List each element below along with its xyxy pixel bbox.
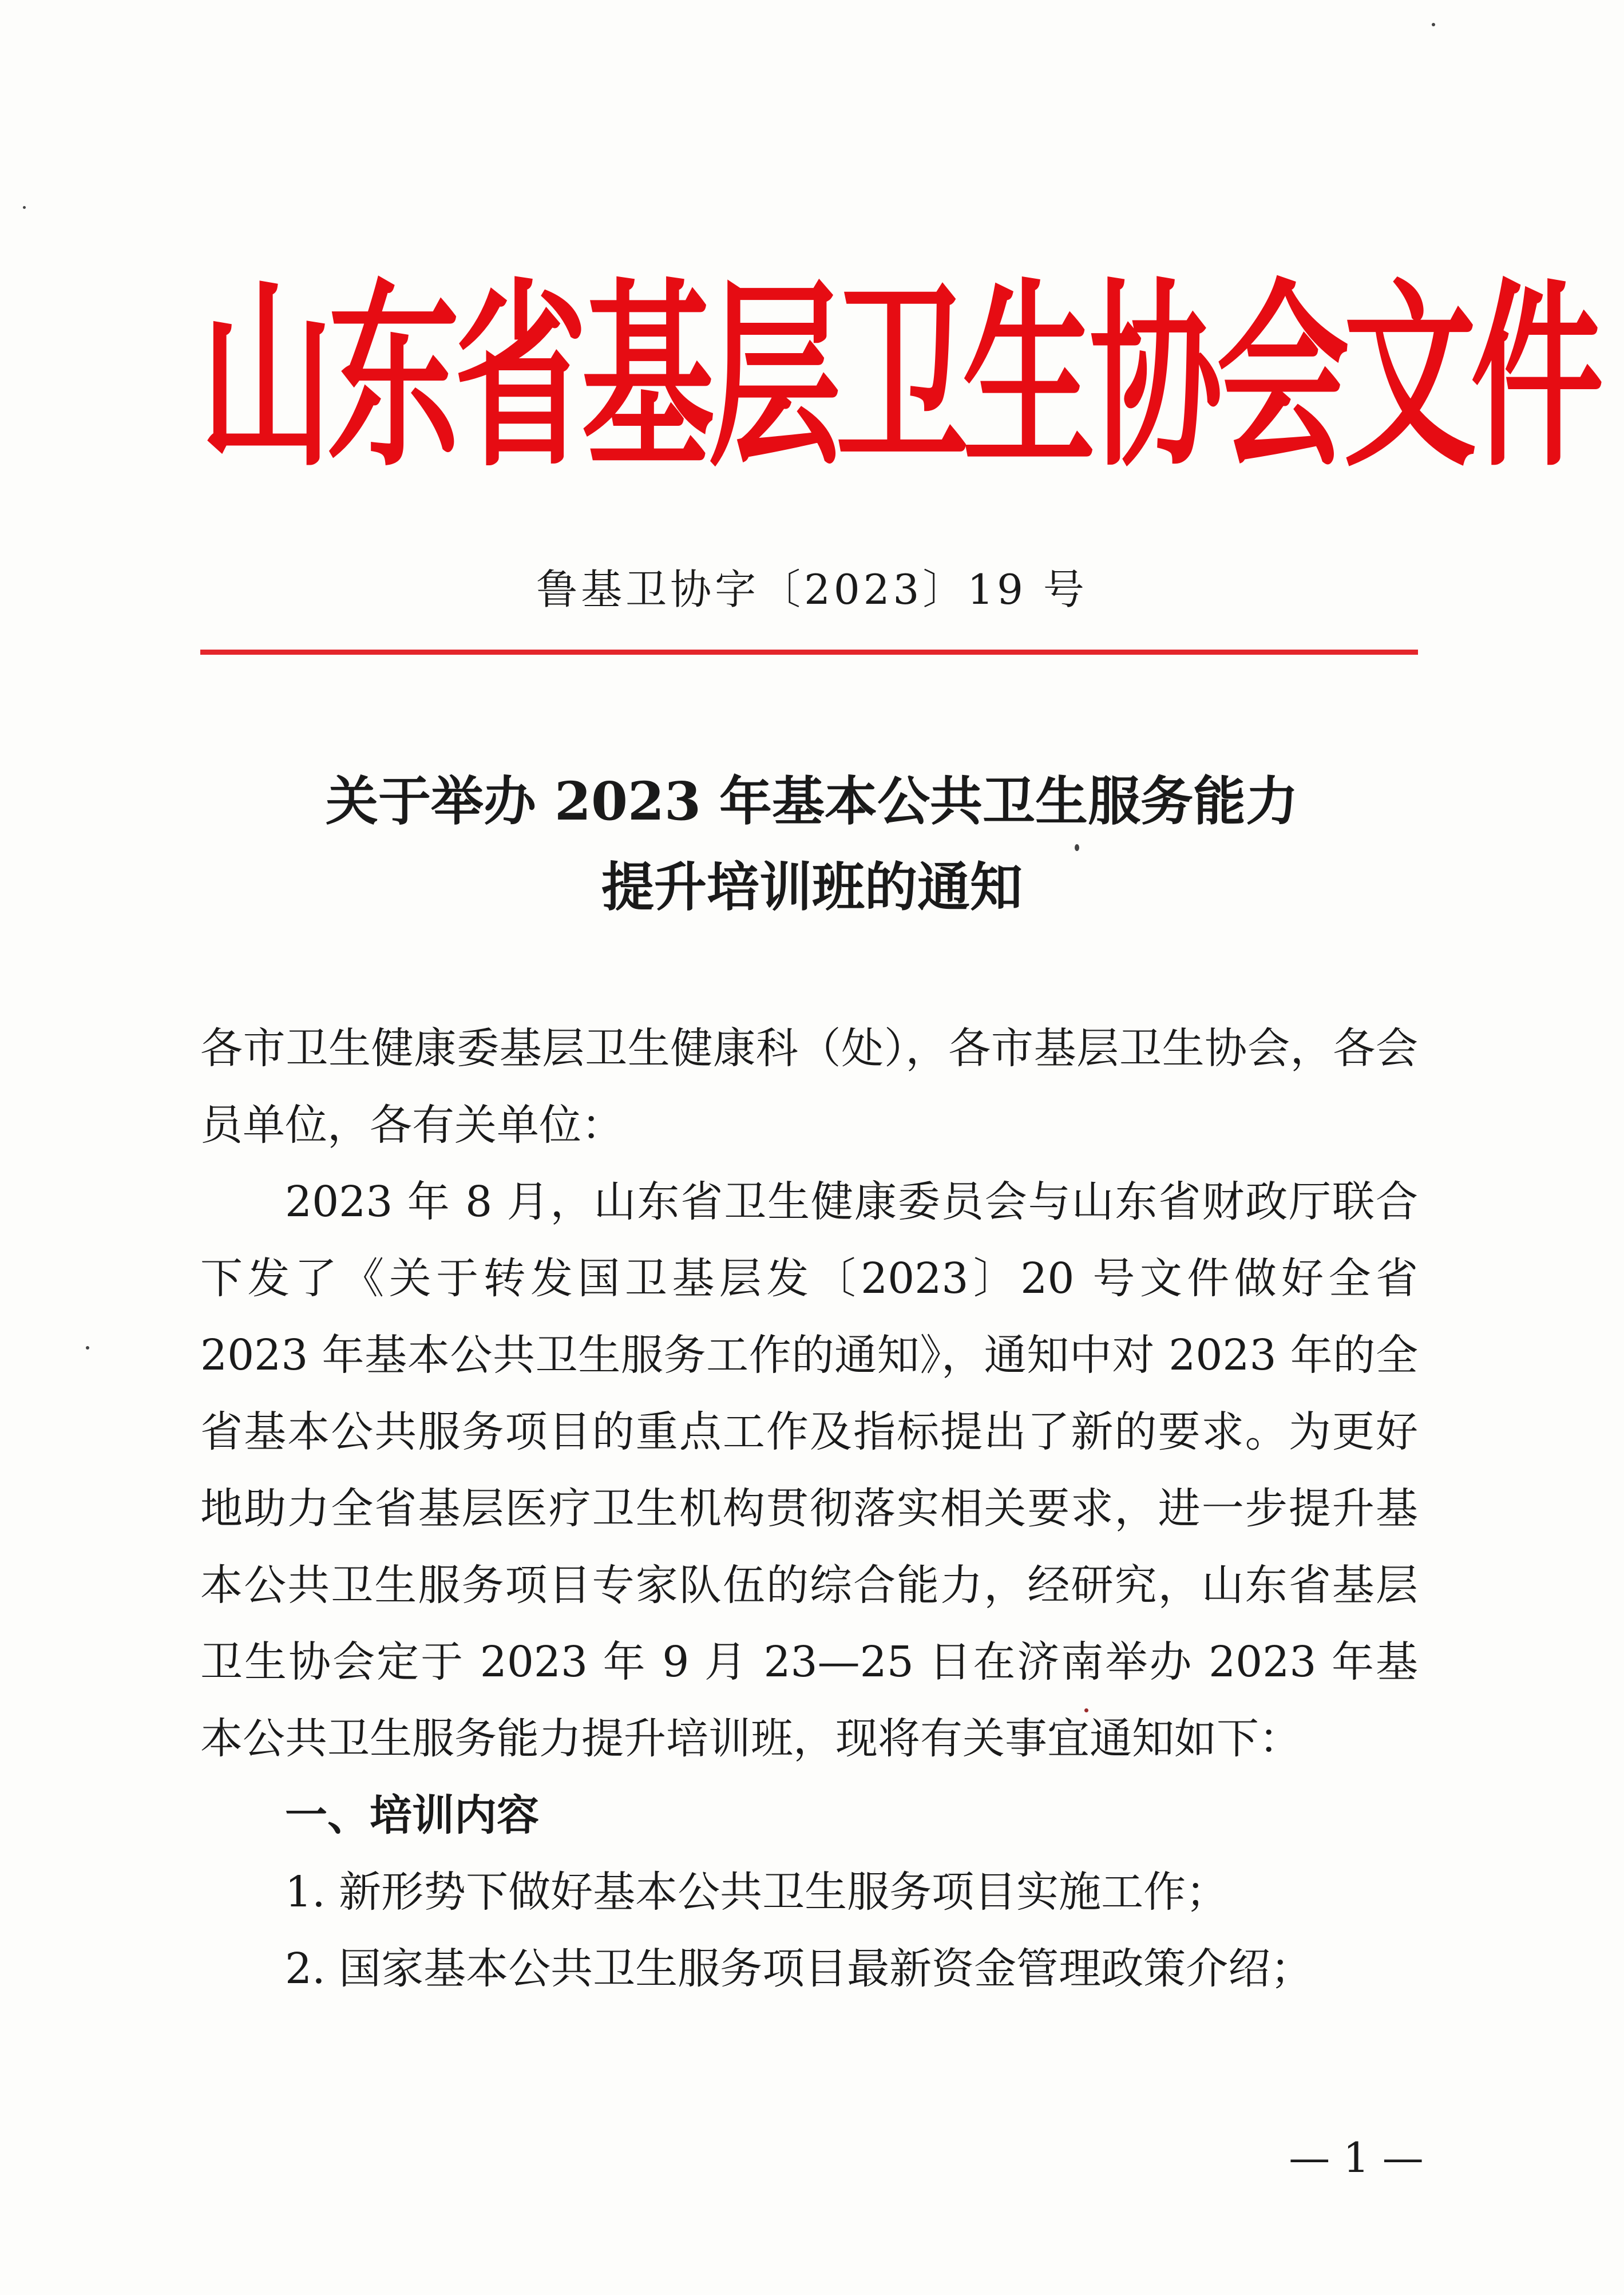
page-number: — 1 — xyxy=(1289,2134,1424,2182)
scan-speck xyxy=(23,206,26,209)
masthead-title: 山东省基层卫生协会文件 xyxy=(200,262,1598,494)
notice-title-line-1: 关于举办 2023 年基本公共卫生服务能力 xyxy=(325,770,1299,832)
scan-speck xyxy=(1084,1708,1088,1712)
paragraph-1: 2023 年 8 月，山东省卫生健康委员会与山东省财政厅联合下发了《关于转发国卫基层发〔2023〕20 号文件做好全省 2023 年基本公共卫生服务工作的通知》，通知中对 2023 年的全省基本公共服务项目的重点工作及指标提出了新的要求。为更好地助力全省基层医疗卫生机构贯彻落实相关要求，进一步提升基本公共卫生服务项目专家队伍的综合能力，经研究，山东省基层卫生协会定于 2023 年 9 月 23—25 日在济南举办 2023 年基本公共卫生服务能力提升培训班，现将有关事宜通知如下： xyxy=(200,1177,1418,1763)
salutation: 各市卫生健康委基层卫生健康科（处），各市基层卫生协会，各会员单位，各有关单位： xyxy=(200,1024,1418,1150)
document-number: 鲁基卫协字〔2023〕19 号 xyxy=(536,565,1088,614)
section-heading-training-content: 一、培训内容 xyxy=(285,1791,539,1840)
list-item: 1. 新形势下做好基本公共卫生服务项目实施工作； xyxy=(285,1867,1229,1917)
notice-title-line-2: 提升培训班的通知 xyxy=(601,856,1023,918)
document-body xyxy=(200,1010,1418,2007)
scan-speck xyxy=(86,1346,89,1350)
list-item: 2. 国家基本公共卫生服务项目最新资金管理政策介绍； xyxy=(285,1944,1313,1993)
notice-title xyxy=(172,758,1452,930)
scan-speck xyxy=(1432,23,1435,26)
red-divider xyxy=(200,650,1418,655)
scan-speck xyxy=(1075,844,1079,851)
